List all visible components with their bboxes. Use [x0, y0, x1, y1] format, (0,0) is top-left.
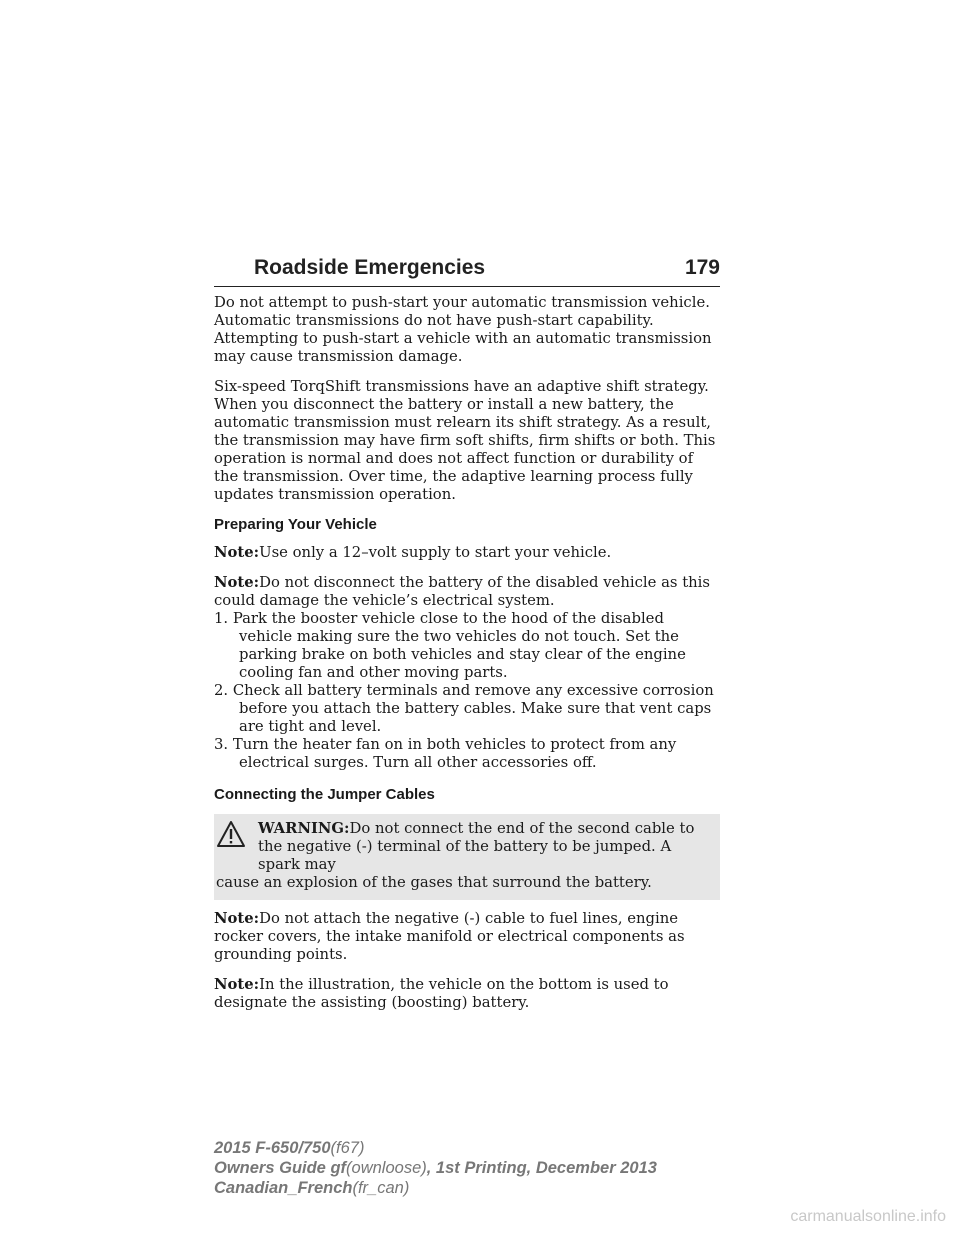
step-item: 3. Turn the heater fan on in both vehicles to protect from any electrical surges. Turn all other accessories off. [214, 736, 677, 771]
warning-first-lines [214, 820, 714, 874]
warning-box [214, 814, 720, 900]
note-label: Note: [214, 910, 260, 927]
paragraph-push-start: Do not attempt to push-start your automatic transmission vehicle. Automatic transmissions do not have push-start capability. Attempting to push-start a vehicle with an automatic transmission may cause transmission damage. [214, 294, 712, 365]
note-grounding [214, 910, 720, 964]
note-voltage [214, 544, 720, 562]
watermark: carmanualsonline.info [790, 1208, 946, 1225]
footer-language: Canadian_French [214, 1179, 353, 1197]
note-disconnect [214, 574, 720, 610]
page-header [214, 252, 720, 287]
step-item: 1. Park the booster vehicle close to the hood of the disabled vehicle making sure the two vehicles do not touch. Set the parking brake on both vehicles and stay clear of the engine cooling fan and other moving parts. [214, 610, 686, 681]
warning-triangle-icon [216, 820, 246, 848]
footer-model-line [214, 1138, 657, 1158]
footer-language-code: (fr_can) [352, 1179, 410, 1197]
note-text: Do not disconnect the battery of the disabled vehicle as this could damage the vehicle’s electrical system. [214, 574, 710, 609]
note-text: Use only a 12–volt supply to start your vehicle. [259, 544, 612, 561]
footer-guide-code: (ownloose) [346, 1159, 427, 1177]
footer-printing: , 1st Printing, December 2013 [426, 1159, 657, 1177]
warning-label: WARNING: [258, 820, 350, 837]
step-item: 2. Check all battery terminals and remove any excessive corrosion before you attach the battery cables. Make sure that vent caps are tight and level. [214, 682, 714, 735]
footer-guide-line [214, 1158, 657, 1178]
page-number: 179 [684, 256, 720, 279]
page-content [214, 294, 720, 1024]
warning-text: Do not connect the end of the second cable to the negative (-) terminal of the battery to be jumped. A spark may [258, 820, 695, 873]
note-text: In the illustration, the vehicle on the bottom is used to designate the assisting (boosting) battery. [214, 976, 669, 1011]
paragraph-torqshift: Six-speed TorqShift transmissions have an adaptive shift strategy. When you disconnect the battery or install a new battery, the automatic transmission must relearn its shift strategy. As a result, the transmission may have firm soft shifts, firm shifts or both. This operation is normal and does not affect function or durability of the transmission. Over time, the adaptive learning process fully updates transmission operation. [214, 378, 716, 503]
note-label: Note: [214, 976, 260, 993]
footer-guide: Owners Guide gf [214, 1159, 347, 1177]
footer-model-code: (f67) [330, 1139, 365, 1157]
print-footer [214, 1138, 657, 1198]
warning-last-line: cause an explosion of the gases that surround the battery. [216, 874, 652, 891]
page-title: Roadside Emergencies [254, 256, 486, 279]
note-label: Note: [214, 574, 260, 591]
footer-model: 2015 F-650/750 [214, 1139, 331, 1157]
note-text: Do not attach the negative (-) cable to fuel lines, engine rocker covers, the intake manifold or electrical components as grounding points. [214, 910, 685, 963]
heading-preparing-vehicle: Preparing Your Vehicle [214, 516, 377, 533]
steps-list [214, 610, 720, 772]
footer-language-line [214, 1178, 657, 1198]
heading-connecting-cables: Connecting the Jumper Cables [214, 786, 435, 803]
note-label: Note: [214, 544, 260, 561]
note-illustration [214, 976, 720, 1012]
